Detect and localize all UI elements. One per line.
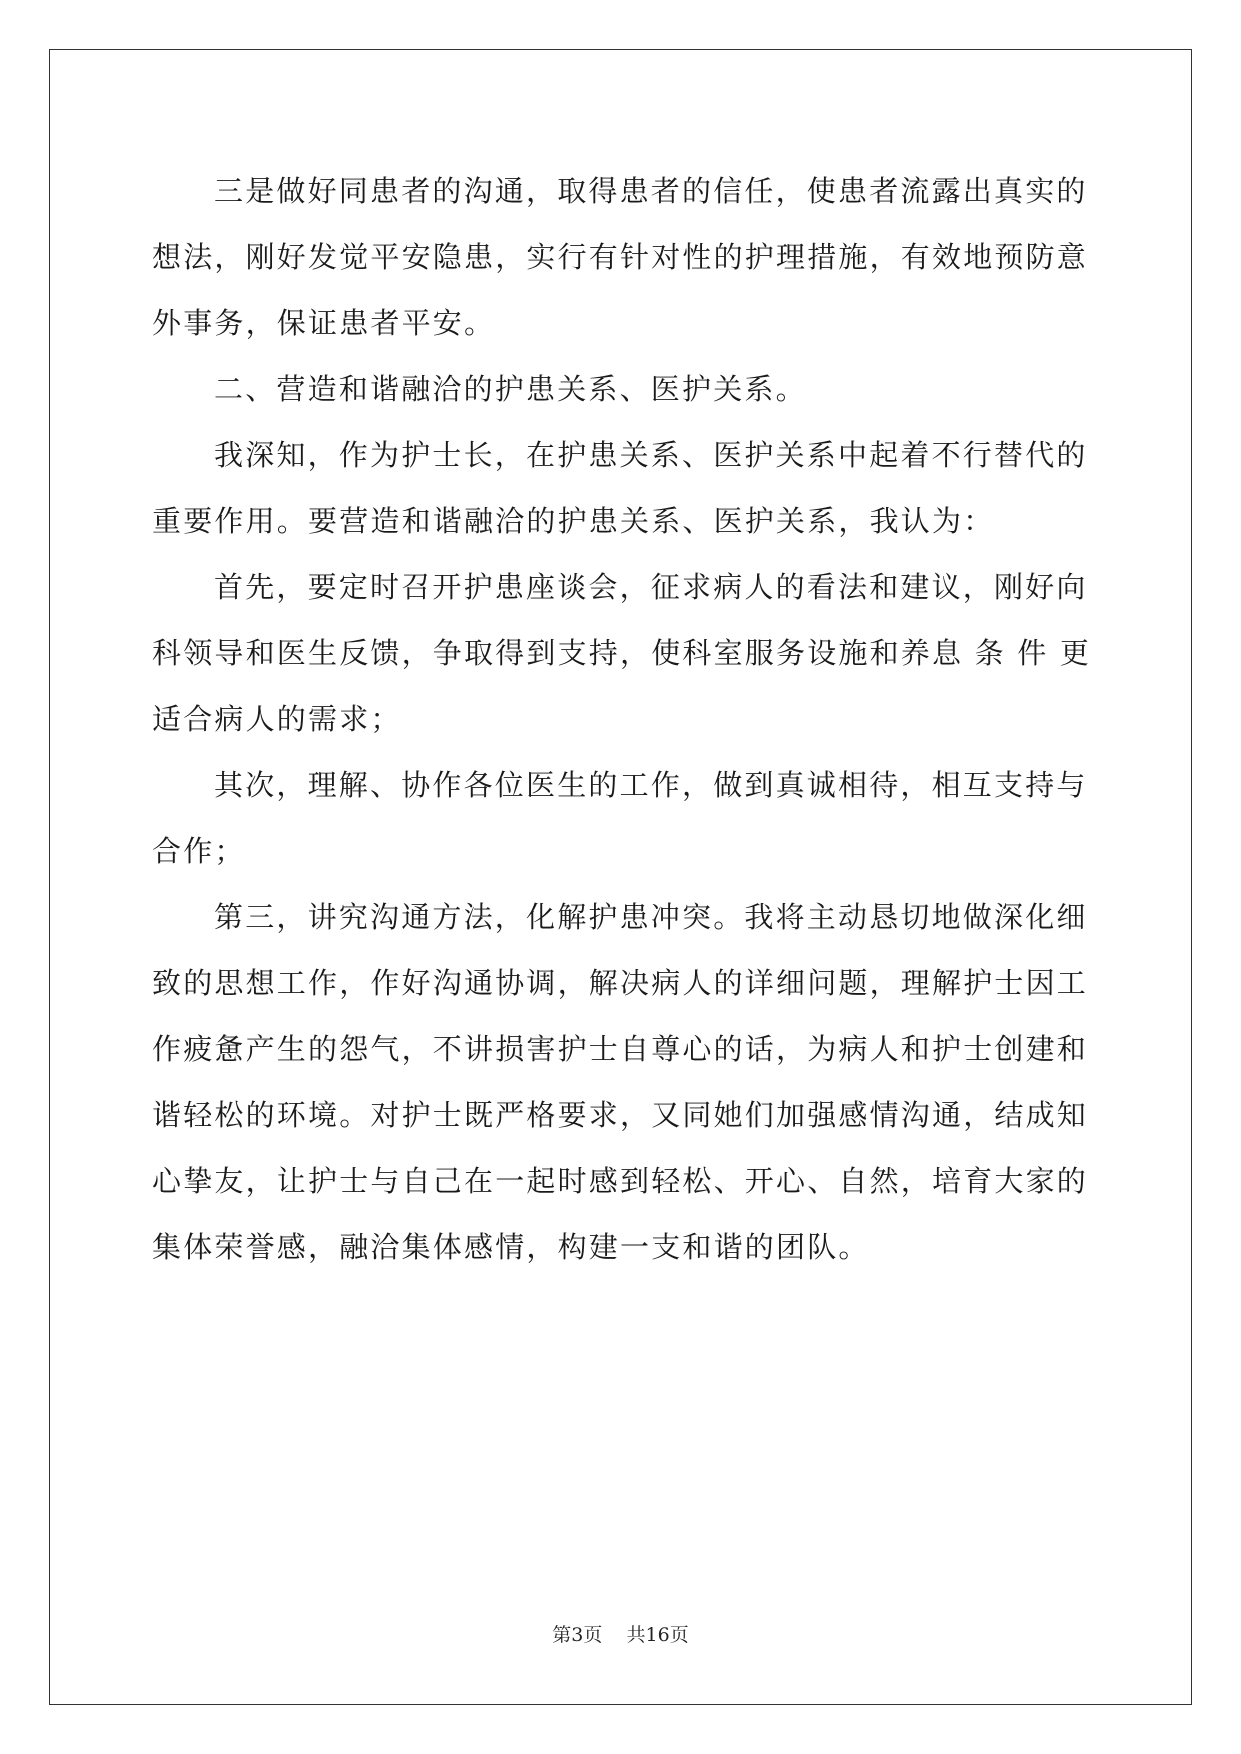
- paragraph-line: 作疲惫产生的怨气，不讲损害护士自尊心的话，为病人和护士创建和: [152, 1032, 1089, 1066]
- paragraph-line: 三是做好同患者的沟通，取得患者的信任，使患者流露出真实的: [214, 174, 1088, 208]
- paragraph-line: 谐轻松的环境。对护士既严格要求，又同她们加强感情沟通，结成知: [152, 1098, 1089, 1132]
- page-total: 共16页: [626, 1624, 689, 1646]
- paragraph-line: 想法，刚好发觉平安隐患，实行有针对性的护理措施，有效地预防意: [152, 240, 1089, 274]
- paragraph-line: 致的思想工作，作好沟通协调，解决病人的详细问题，理解护士因工: [152, 966, 1089, 1000]
- document-body: [152, 158, 1090, 1280]
- paragraph-line: 重要作用。要营造和谐融洽的护患关系、医护关系，我认为：: [152, 504, 995, 538]
- paragraph-line: 外事务，保证患者平安。: [152, 306, 496, 340]
- paragraph-line: 科领导和医生反馈，争取得到支持，使科室服务设施和养息 条 件 更: [152, 636, 1092, 670]
- page-footer: [0, 1620, 1241, 1647]
- paragraph-line: 心挚友，让护士与自己在一起时感到轻松、开心、自然，培育大家的: [152, 1164, 1089, 1198]
- section-heading: 二、营造和谐融洽的护患关系、医护关系。: [214, 372, 807, 406]
- paragraph-line: 我深知，作为护士长，在护患关系、医护关系中起着不行替代的: [214, 438, 1088, 472]
- page-number: 第3页: [552, 1624, 603, 1646]
- paragraph-line: 其次，理解、协作各位医生的工作，做到真诚相待，相互支持与: [214, 768, 1088, 802]
- paragraph-line: 首先，要定时召开护患座谈会，征求病人的看法和建议，刚好向: [214, 570, 1088, 604]
- paragraph-line: 集体荣誉感，融洽集体感情，构建一支和谐的团队。: [152, 1230, 870, 1264]
- paragraph-line: 适合病人的需求；: [152, 702, 402, 736]
- paragraph-line: 合作；: [152, 834, 246, 868]
- paragraph-line: 第三，讲究沟通方法，化解护患冲突。我将主动恳切地做深化细: [214, 900, 1088, 934]
